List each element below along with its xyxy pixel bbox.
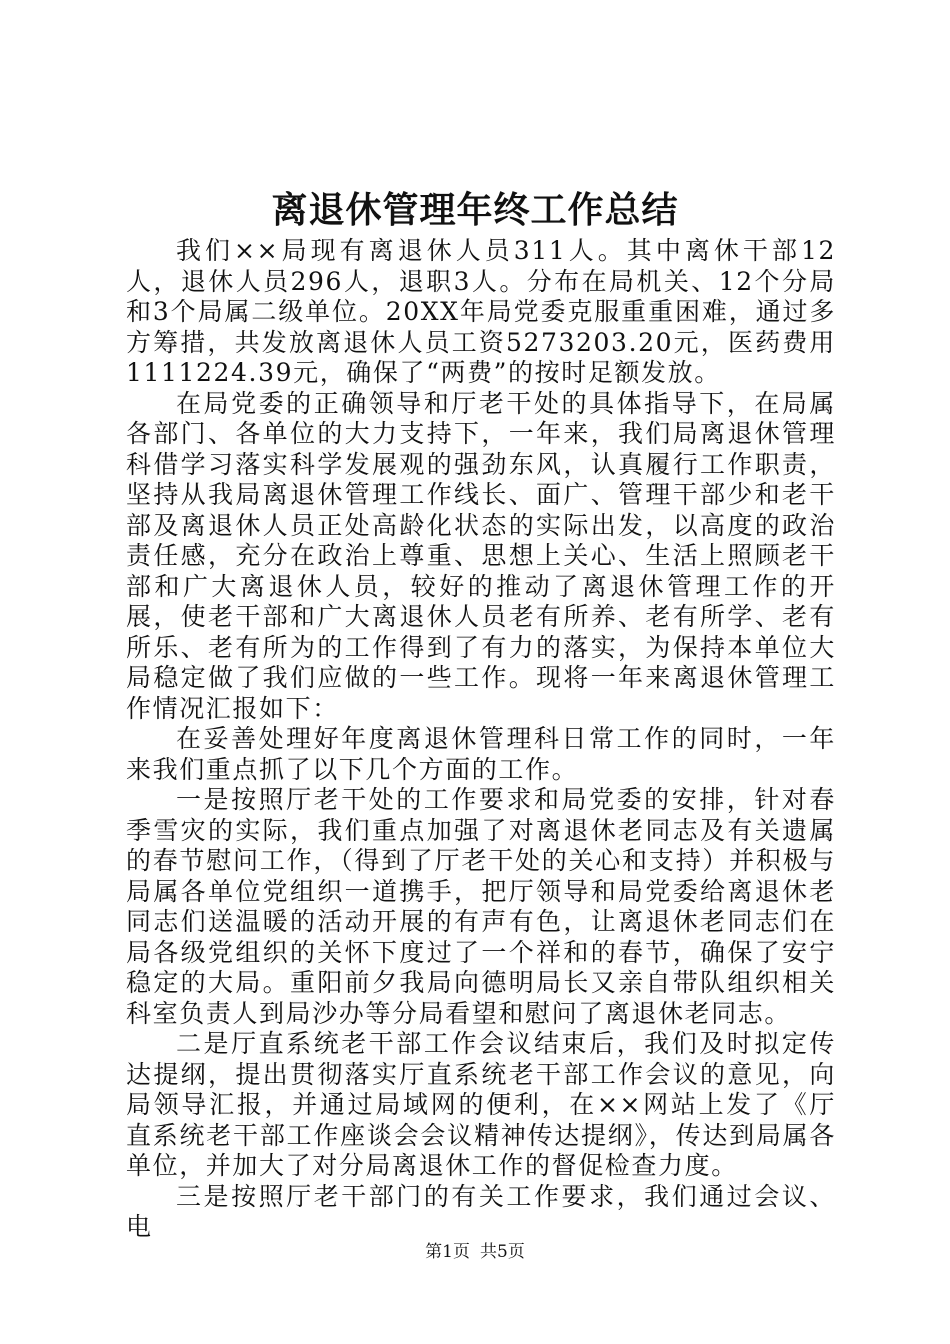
page-number: 第1页 xyxy=(425,1242,470,1262)
page-total: 共5页 xyxy=(480,1242,525,1262)
paragraph: 在局党委的正确领导和厅老干处的具体指导下，在局属各部门、各单位的大力支持下，一年来，我们局离退休管理科借学习落实科学发展观的强劲东风，认真履行工作职责，坚持从我局离退休管理工作线长、面广、管理干部少和老干部及离退休人员正处高龄化状态的实际出发，以高度的政治责任感，充分在政治上尊重、思想上关心、生活上照顾老干部和广大离退休人员，较好的推动了离退休管理工作的开展，使老干部和广大离退休人员老有所养、老有所学、老有所乐、老有所为的工作得到了有力的落实，为保持本单位大局稳定做了我们应做的一些工作。现将一年来离退休管理工作情况汇报如下： xyxy=(126,388,836,723)
document-body xyxy=(126,236,836,1243)
paragraph: 三是按照厅老干部门的有关工作要求，我们通过会议、电 xyxy=(126,1181,836,1241)
paragraph: 在妥善处理好年度离退休管理科日常工作的同时，一年来我们重点抓了以下几个方面的工作。 xyxy=(126,724,836,784)
paragraph: 我们××局现有离退休人员311人。其中离休干部12人，退休人员296人，退职3人。分布在局机关、12个分局和3个局属二级单位。20XX年局党委克服重重困难，通过多方筹措，共发放离退休人员工资5273203.20元，医药费用1111224.39元，确保了“两费”的按时足额发放。 xyxy=(126,236,836,387)
paragraph: 二是厅直系统老干部工作会议结束后，我们及时拟定传达提纲，提出贯彻落实厅直系统老干部工作会议的意见，向局领导汇报，并通过局域网的便利，在××网站上发了《厅直系统老干部工作座谈会会议精神传达提纲》，传达到局属各单位，并加大了对分局离退休工作的督促检查力度。 xyxy=(126,1029,836,1180)
page-footer xyxy=(0,1240,950,1264)
paragraph: 一是按照厅老干处的工作要求和局党委的安排，针对春季雪灾的实际，我们重点加强了对离退休老同志及有关遗属的春节慰问工作，（得到了厅老干处的关心和支持）并积极与局属各单位党组织一道携手，把厅领导和局党委给离退休老同志们送温暖的活动开展的有声有色，让离退休老同志们在局各级党组织的关怀下度过了一个祥和的春节，确保了安宁稳定的大局。重阳前夕我局向德明局长又亲自带队组织相关科室负责人到局沙办等分局看望和慰问了离退休老同志。 xyxy=(126,785,836,1028)
document-title: 离退休管理年终工作总结 xyxy=(271,189,679,231)
